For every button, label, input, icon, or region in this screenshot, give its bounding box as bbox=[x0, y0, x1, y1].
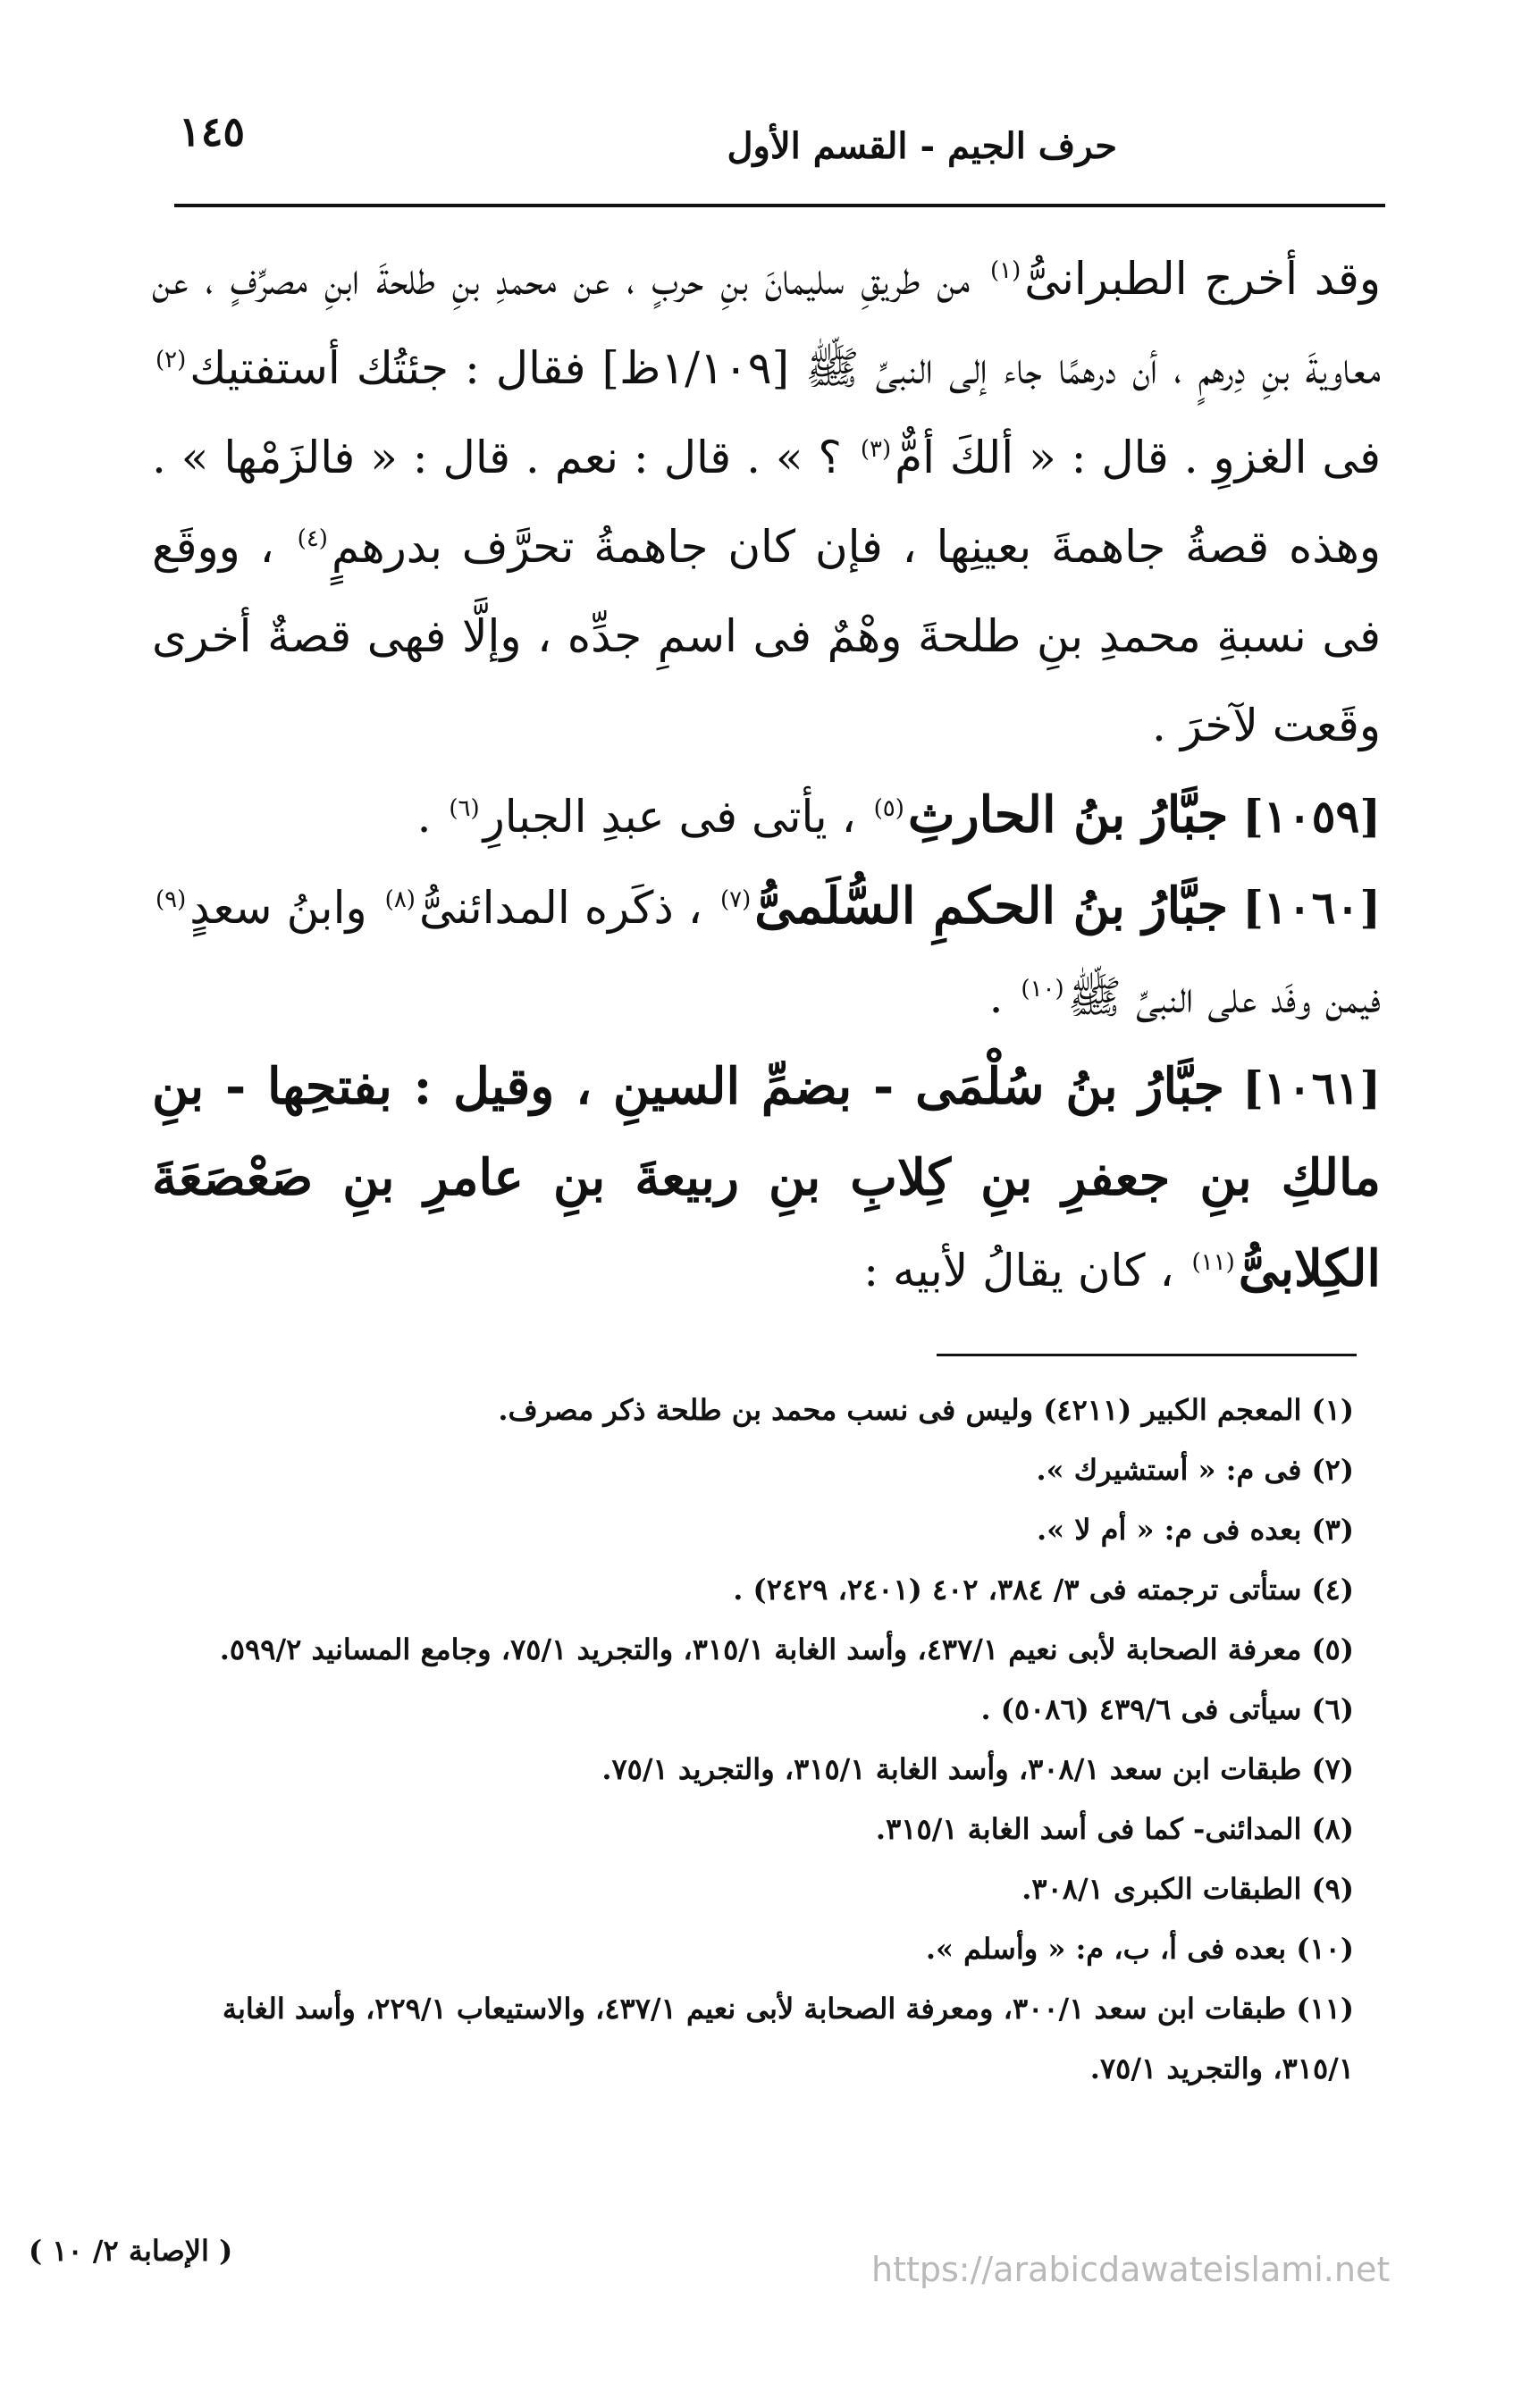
footnote-item: (١٠) بعده فى أ، ب، م: « وأسلم ». bbox=[925, 1932, 1354, 1966]
footnote-item: (٨) المدائنى- كما فى أسد الغابة ٣١٥/١. bbox=[875, 1812, 1354, 1846]
footnote-item: (١١) طبقات ابن سعد ٣٠٠/١، ومعرفة الصحابة لأبى نعيم ٤٣٧/١، والاستيعاب ٢٢٩/١، وأسد الغابة ٣١٥/١، والتجريد ٧٥/١. bbox=[222, 1992, 1354, 2085]
footnote-item: (٩) الطبقات الكبرى ٣٠٨/١. bbox=[1021, 1872, 1354, 1906]
text-segment: ، يأتى فى عبدِ الجبارِ bbox=[483, 791, 870, 843]
footnote-ref[interactable]: (٩) bbox=[156, 886, 187, 914]
footnote-ref[interactable]: (٨) bbox=[384, 886, 416, 914]
watermark-url: https://arabicdawateislami.net bbox=[871, 2250, 1391, 2289]
entry-name: جبَّارُ بنُ الحكمِ السُّلَمىُّ bbox=[754, 877, 1229, 936]
text-segment: من طريقِ سليمانَ بنِ حربٍ ، عن محمدِ بنِ طلحةَ ابنِ مصرِّفٍ ، عن معاويةَ بنِ دِرهمٍ ، أن درهمًا جاء إلى النبىِّ ﷺ [١/١٠٩ظ] فقال : جئتُك أستفتيك bbox=[152, 253, 1381, 394]
running-title: حرف الجيم - القسم الأول bbox=[727, 125, 1117, 167]
footnotes bbox=[143, 1380, 1354, 2099]
footnote-item: (٧) طبقات ابن سعد ٣٠٨/١، وأسد الغابة ٣١٥/١، والتجريد ٧٥/١. bbox=[601, 1752, 1354, 1786]
footnote-item: (٤) ستأتى ترجمته فى ٣/ ٣٨٤، ٤٠٢ (٢٤٠١، ٢٤٢٩) . bbox=[733, 1573, 1354, 1607]
footnote-ref[interactable]: (٣) bbox=[860, 436, 892, 464]
text-segment: ، كان يقالُ لأبيه : bbox=[863, 1245, 1189, 1296]
printer-signature: ( الإصابة ٢/ ١٠ ) bbox=[29, 2234, 233, 2268]
biography-entry bbox=[152, 1042, 1381, 1315]
page-header bbox=[170, 105, 1385, 177]
text-segment: ، ذكَره المدائنىُّ bbox=[418, 882, 717, 934]
intro-paragraph bbox=[152, 234, 1381, 770]
footnote-ref[interactable]: (٥) bbox=[873, 795, 904, 823]
footnote-item: (١) المعجم الكبير (٤٢١١) وليس فى نسب محمد بن طلحة ذكر مصرف. bbox=[498, 1393, 1354, 1427]
footnote-item: (٦) سيأتى فى ٤٣٩/٦ (٥٠٨٦) . bbox=[980, 1692, 1354, 1726]
footnote-ref[interactable]: (٤) bbox=[297, 525, 328, 553]
footnote-separator bbox=[937, 1354, 1357, 1356]
text-segment: وابنُ سعدٍ bbox=[189, 882, 382, 934]
text-segment: . bbox=[988, 971, 1018, 1023]
text-segment: وقد أخرج الطبرانىُّ bbox=[1024, 253, 1381, 305]
header-rule bbox=[174, 204, 1385, 207]
footnote-item: (٢) فى م: « أستشيرك ». bbox=[1036, 1453, 1354, 1487]
text-segment: ؟ » . قال : نعم . قال : « فالزَمْها » . وهذه قصةُ جاهمةَ بعينِها ، فإن كان جاهمةُ تحرَّف بدرهمٍ bbox=[152, 432, 1381, 573]
entry-name: جبَّارُ بنُ سُلْمَى - بضمِّ السينِ ، وقيل : بفتحِها - بنِ مالكِ بنِ جعفرِ بنِ كِلابِ بنِ ربيعةَ بنِ عامرِ بنِ صَعْصَعَةَ الكِلابىُّ bbox=[152, 1057, 1381, 1298]
entry-name: جبَّارُ بنُ الحارثِ bbox=[907, 785, 1229, 844]
footnote-ref[interactable]: (٦) bbox=[449, 795, 480, 823]
footnote-ref[interactable]: (١١) bbox=[1191, 1249, 1235, 1277]
text-segment: . bbox=[416, 791, 446, 843]
footnote-ref[interactable]: (٧) bbox=[719, 886, 752, 914]
text-segment: فى الغزوِ . قال : « ألكَ أمٌّ bbox=[895, 432, 1382, 483]
entries-list bbox=[152, 770, 1381, 1315]
entry-number: [١٠٦١] bbox=[1242, 1061, 1381, 1114]
biography-entry bbox=[152, 770, 1381, 861]
footnote-ref[interactable]: (١٠) bbox=[1021, 976, 1064, 1003]
footnote-ref[interactable]: (١) bbox=[990, 257, 1021, 285]
page-number: ١٤٥ bbox=[179, 107, 246, 155]
text-segment: فيمن وفَد على النبىِّ ﷺ bbox=[1067, 971, 1381, 1023]
biography-entry bbox=[152, 861, 1381, 1042]
text-segment: ، ووقَع فى نسبةِ محمدِ بنِ طلحةَ وهْمٌ فى اسمِ جدِّه ، وإلَّا فهى قصةٌ أخرى وقَعت لآخرَ . bbox=[152, 521, 1381, 751]
footnote-item: (٥) معرفة الصحابة لأبى نعيم ٤٣٧/١، وأسد الغابة ٣١٥/١، والتجريد ٧٥/١، وجامع المسانيد ٥٩٩/٢. bbox=[219, 1632, 1354, 1666]
main-text bbox=[152, 234, 1381, 1315]
entry-number: [١٠٦٠] bbox=[1242, 881, 1381, 934]
footnote-item: (٣) بعده فى م: « أم لا ». bbox=[1036, 1513, 1354, 1547]
entry-number: [١٠٥٩] bbox=[1242, 790, 1381, 843]
footnote-ref[interactable]: (٢) bbox=[156, 347, 187, 374]
